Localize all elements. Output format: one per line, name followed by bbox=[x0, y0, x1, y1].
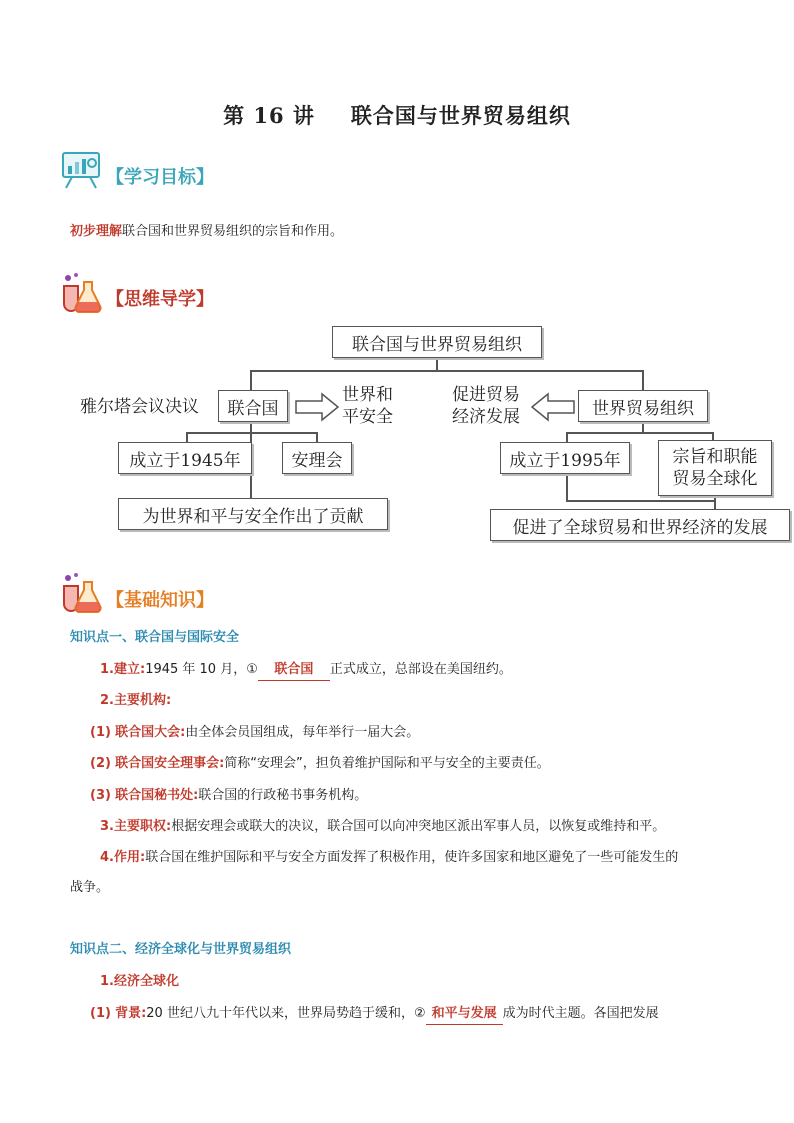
lesson-number: 第 16 讲 bbox=[223, 103, 315, 128]
mind-un-council: 安理会 bbox=[282, 442, 352, 474]
mind-wto-goal bbox=[452, 384, 520, 428]
goal-body: 联合国和世界贸易组织的宗旨和作用。 bbox=[122, 224, 344, 239]
kp1-sub3-text: 联合国的行政秘书事务机构。 bbox=[198, 788, 368, 803]
kp2-sub1-label: 背景: bbox=[115, 1006, 147, 1021]
right-arrow-icon bbox=[294, 392, 340, 426]
kp1-item1-pre: 1945 年 10 月，① bbox=[145, 662, 258, 677]
kp1-sub1-label: 联合国大会: bbox=[115, 725, 186, 740]
lesson-topic: 联合国与世界贸易组织 bbox=[350, 103, 571, 128]
mind-map bbox=[0, 0, 794, 560]
section-title-base: 【基础知识】 bbox=[106, 590, 214, 611]
kp1-sub1-text: 由全体会员国组成，每年举行一届大会。 bbox=[185, 725, 420, 740]
kp1-heading: 知识点一、联合国与国际安全 bbox=[70, 630, 240, 645]
kp1-sub1-num: (1) bbox=[90, 725, 111, 740]
kp2-item1-label: 1.经济全球化 bbox=[100, 974, 179, 989]
kp1-sub3-num: (3) bbox=[90, 788, 111, 803]
kp2-heading: 知识点二、经济全球化与世界贸易组织 bbox=[70, 942, 292, 957]
kp1-sub3 bbox=[90, 786, 367, 806]
kp1-item1-label: 1.建立: bbox=[100, 662, 146, 677]
kp1-sub3-label: 联合国秘书处: bbox=[115, 788, 199, 803]
kp1-item3-label: 3.主要职权: bbox=[100, 819, 172, 834]
kp1-item1 bbox=[100, 660, 512, 681]
mind-un-origin: 雅尔塔会议决议 bbox=[80, 397, 199, 417]
mind-wto-func bbox=[658, 440, 772, 496]
section-title-goal: 【学习目标】 bbox=[106, 167, 214, 188]
mind-wto-founded: 成立于1995年 bbox=[500, 442, 630, 474]
goal-highlight: 初步理解 bbox=[70, 224, 123, 239]
lab-flask-icon bbox=[60, 572, 104, 612]
mind-un: 联合国 bbox=[218, 390, 288, 422]
kp1-sub2-label: 联合国安全理事会: bbox=[115, 756, 225, 771]
kp1-item4-text: 联合国在维护国际和平与安全方面发挥了积极作用，使许多国家和地区避免了一些可能发生的 bbox=[145, 850, 679, 865]
kp1-item3-text: 根据安理会或联大的决议，联合国可以向冲突地区派出军事人员，以恢复或维持和平。 bbox=[171, 819, 666, 834]
mind-wto-func-line1: 宗旨和职能 bbox=[672, 447, 758, 467]
kp1-sub2-num: (2) bbox=[90, 756, 111, 771]
kp1-item4 bbox=[100, 848, 740, 868]
kp2-sub1-num: (1) bbox=[90, 1006, 111, 1021]
kp2-sub1 bbox=[90, 1004, 659, 1025]
kp1-item4-cont: 战争。 bbox=[70, 880, 110, 895]
mind-un-goal-line2: 平安全 bbox=[342, 407, 393, 427]
mind-un-goal-line1: 世界和 bbox=[342, 385, 393, 405]
mind-un-founded: 成立于1945年 bbox=[118, 442, 252, 474]
kp1-item4-label: 4.作用: bbox=[100, 850, 146, 865]
mind-wto: 世界贸易组织 bbox=[578, 390, 708, 422]
kp1-sub2-text: 简称“安理会”，担负着维护国际和平与安全的主要责任。 bbox=[224, 756, 550, 771]
kp2-sub1-pre: 20 世纪八九十年代以来，世界局势趋于缓和，② bbox=[146, 1006, 426, 1021]
section-title-mind: 【思维导学】 bbox=[106, 289, 214, 310]
kp1-item3 bbox=[100, 817, 665, 837]
mind-wto-goal-line1: 促进贸易 bbox=[452, 385, 520, 405]
kp2-sub1-post: 成为时代主题。各国把发展 bbox=[502, 1006, 659, 1021]
mind-wto-goal-line2: 经济发展 bbox=[452, 407, 520, 427]
mind-un-effect: 为世界和平与安全作出了贡献 bbox=[118, 498, 388, 530]
kp1-sub2 bbox=[90, 754, 550, 774]
mind-un-goal bbox=[342, 384, 393, 428]
mind-wto-effect: 促进了全球贸易和世界经济的发展 bbox=[490, 509, 790, 541]
kp1-sub1 bbox=[90, 723, 419, 743]
mind-wto-func-line2: 贸易全球化 bbox=[672, 469, 758, 489]
kp2-sub1-answer: 和平与发展 bbox=[426, 1004, 503, 1025]
kp1-item1-post: 正式成立，总部设在美国纽约。 bbox=[329, 662, 512, 677]
kp1-item2-label: 2.主要机构: bbox=[100, 693, 172, 708]
left-arrow-icon bbox=[530, 392, 576, 426]
mind-root: 联合国与世界贸易组织 bbox=[332, 326, 542, 358]
kp1-item1-answer: 联合国 bbox=[258, 660, 330, 681]
